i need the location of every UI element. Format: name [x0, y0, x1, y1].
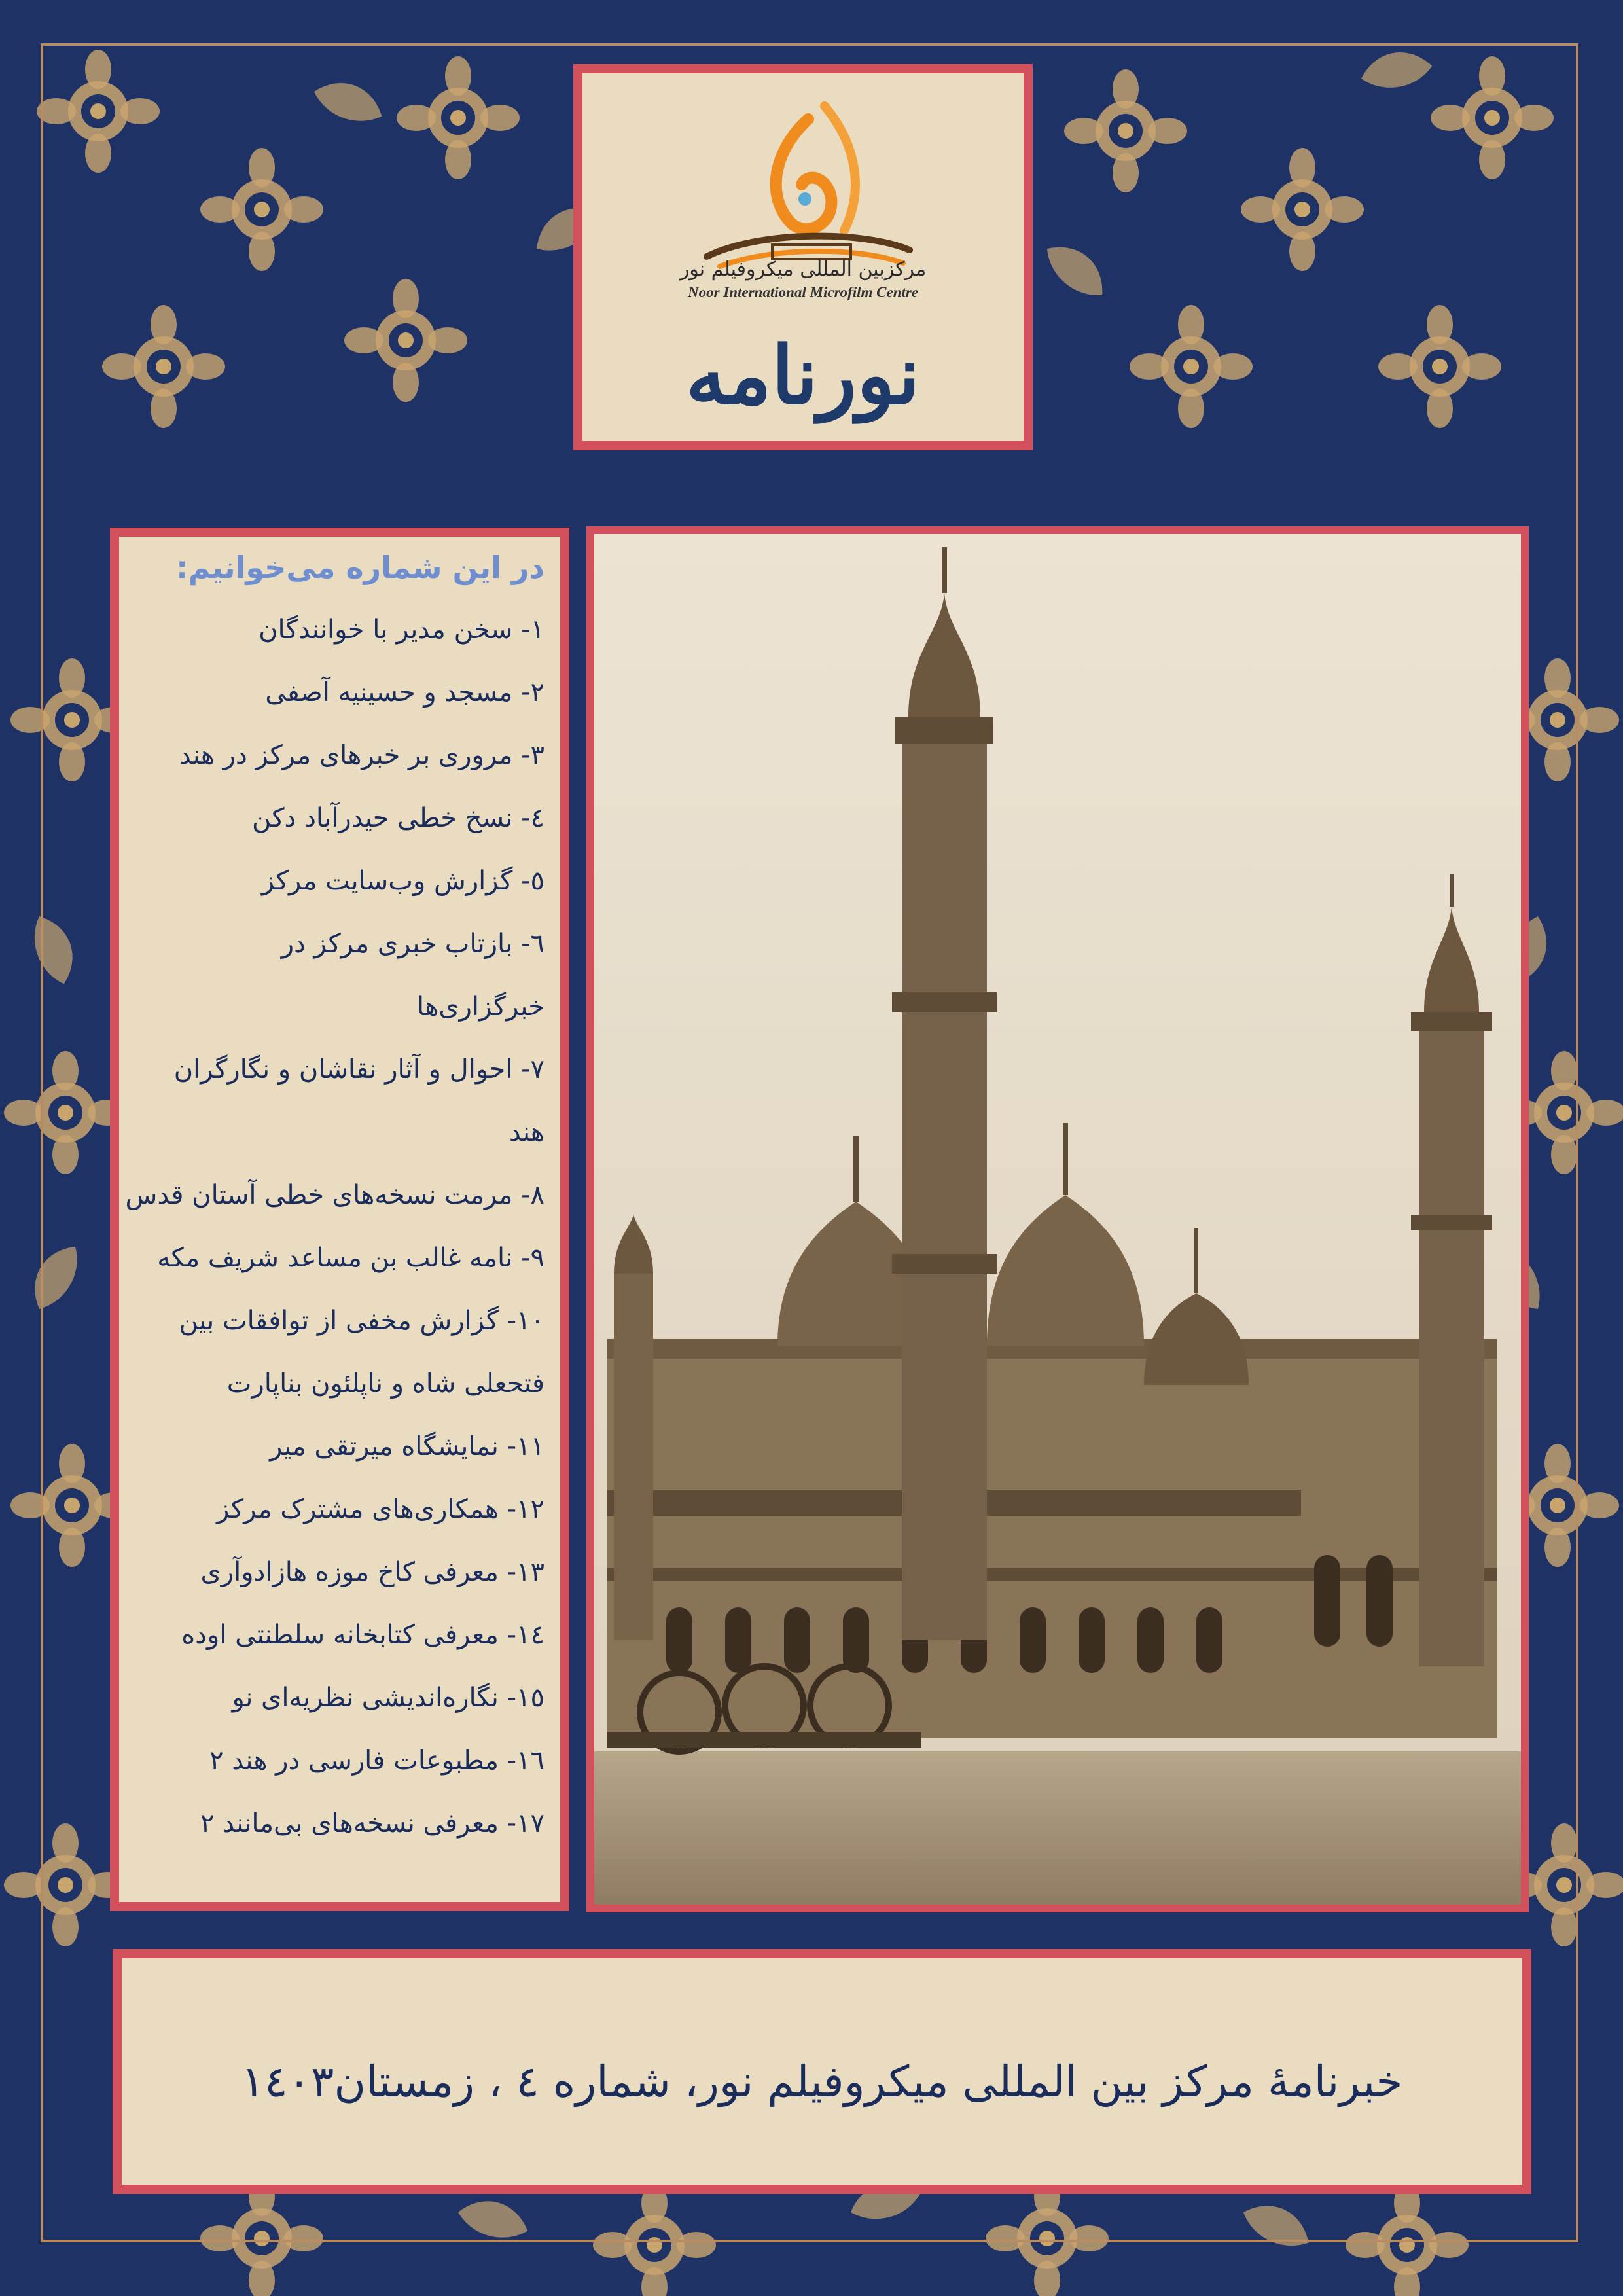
toc-item: ٣- مروری بر خبرهای مرکز در هند: [179, 740, 544, 770]
toc-item: ١١- نمایشگاه میرتقی میر: [270, 1431, 544, 1462]
org-name-en: Noor International Microfilm Centre: [687, 284, 919, 300]
logo-panel: [573, 64, 1033, 450]
toc-item: ٢- مسجد و حسینیه آصفی: [265, 677, 544, 708]
mosque-photo-panel: [586, 526, 1529, 1912]
toc-list: [126, 598, 544, 1855]
toc-item: ١٢- همکاری‌های مشترک مرکز: [217, 1494, 544, 1524]
toc-heading: در این شماره می‌خوانیم:: [176, 550, 544, 585]
toc-item: ١٠- گزارش مخفی از توافقات بین: [179, 1306, 544, 1336]
toc-item: ١٣- معرفی کاخ موزه هازادوآری: [200, 1557, 544, 1587]
toc-item: ٦- بازتاب خبری مرکز در: [281, 929, 544, 959]
toc-item: ٤- نسخ خطی حیدرآباد دکن: [252, 803, 544, 833]
org-name-fa: مرکزبین المللی میکروفیلم نور: [679, 258, 927, 281]
mosque-photograph: [594, 534, 1521, 1905]
toc-item: خبرگزاری‌ها: [417, 992, 544, 1022]
toc-item: ١٤- معرفی کتابخانه سلطنتی اوده: [181, 1620, 544, 1650]
toc-item: فتحعلی شاه و ناپلئون بناپارت: [226, 1369, 544, 1399]
toc-item: ١٧- معرفی نسخه‌های بی‌مانند ٢: [200, 1808, 544, 1839]
toc-item: ٨- مرمت نسخه‌های خطی آستان قدس: [125, 1180, 544, 1210]
toc-item: ٩- نامه غالب بن مساعد شریف مکه: [157, 1243, 544, 1273]
toc-item: ٥- گزارش وب‌سایت مرکز: [261, 866, 544, 896]
toc-item: هند: [508, 1117, 544, 1147]
toc-item: ٧- احوال و آثار نقاشان و نگارگران: [173, 1054, 544, 1085]
footer-panel: [113, 1949, 1531, 2194]
table-of-contents-panel: [110, 528, 569, 1911]
toc-item: ١٦- مطبوعات فارسی در هند ٢: [209, 1746, 544, 1776]
toc-item: ١- سخن مدیر با خوانندگان: [259, 615, 544, 645]
toc-item: ١٥- نگاره‌اندیشی نظریه‌ای نو: [232, 1683, 544, 1713]
issue-info: خبرنامهٔ مرکز بین المللی میکروفیلم نور، شماره ٤ ، زمستان١٤٠٣: [241, 2056, 1403, 2107]
magazine-title: نورنامه: [686, 328, 920, 422]
